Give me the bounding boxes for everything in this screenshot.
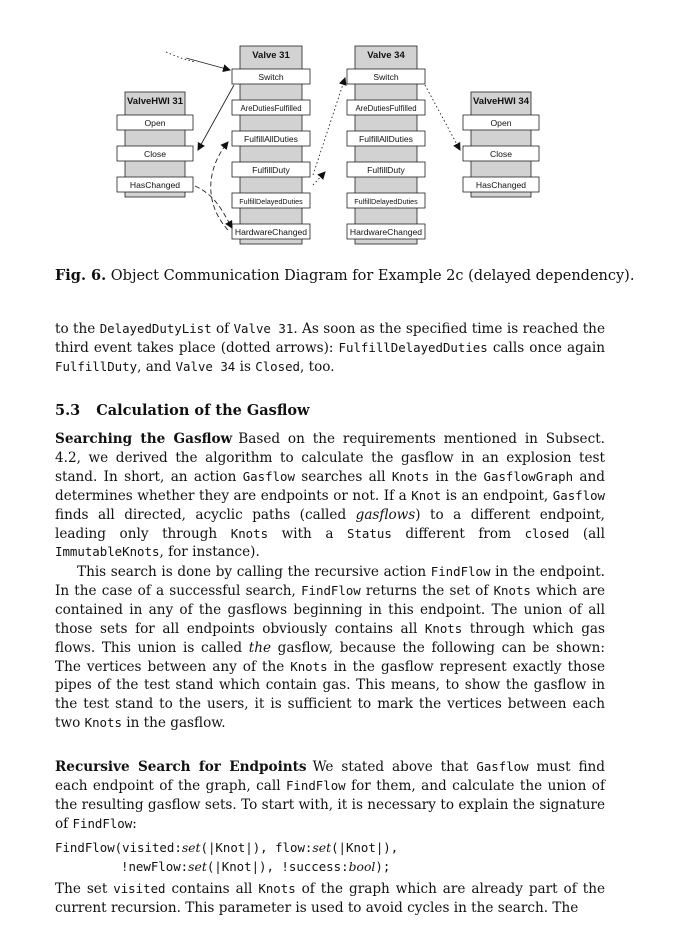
- method-label: HardwareChanged: [349, 226, 423, 237]
- arrow-solid-to-switch: [186, 58, 230, 70]
- object-title: ValveHWI 31: [127, 96, 183, 107]
- method-label: HardwareChanged: [234, 226, 308, 237]
- method-label: HasChanged: [129, 179, 181, 190]
- paragraph-5: The set visited contains all Knots of the graph which are already part of the current recursion. This parameter is used to avoid cycles in the search. The: [55, 881, 605, 916]
- code-line-1: FindFlow(visited:set(|Knot|), flow:set(|Knot|),: [55, 840, 399, 855]
- caption-text: Object Communication Diagram for Example 2c (delayed dependency).: [110, 268, 635, 284]
- method-label: FulfillAllDuties: [244, 133, 298, 144]
- method-label: Open: [490, 117, 512, 128]
- arrow-dotted-to-close34: [425, 85, 460, 150]
- arrow-dashed-haschanged: [195, 186, 232, 228]
- method-label: Close: [490, 148, 512, 159]
- object-title: Valve 34: [367, 50, 405, 61]
- arrow-dotted-to-switch34: [313, 78, 345, 175]
- method-label: Close: [144, 148, 166, 159]
- caption-label: Fig. 6.: [55, 267, 107, 284]
- object-title: ValveHWI 34: [473, 96, 529, 107]
- object-valvehwi-34: [463, 92, 539, 197]
- method-label: HasChanged: [475, 179, 527, 190]
- paragraph-1: to the DelayedDutyList of Valve 31. As soon as the specified time is reached the third event takes place (dotted arrows): FulfillDelayedDuties calls once again FulfillDuty, and Valve 34 is Closed, too.: [55, 321, 605, 375]
- figure-caption: [55, 267, 655, 284]
- arrow-solid-to-close: [198, 85, 234, 150]
- section-heading: 5.3 Calculation of the Gasflow: [55, 402, 310, 419]
- paragraph-3: This search is done by calling the recursive action FindFlow in the endpoint. In the case of a successful search, FindFlow returns the set of Knots which are contained in any of the gasflows beginning in this endpoint. The union of all those sets for all endpoints obviously contains all Knots through which gas flows. This union is called the gasflow, because the following can be shown: The vertices between any of the Knots in the gasflow represent exactly those pipes of the test stand which contain gas. This means, to show the gasflow in the test stand to the users, it is sufficient to mark the vertices between each two Knots in the gasflow.: [55, 564, 605, 732]
- paragraph-2: Searching the Gasflow Based on the requirements mentioned in Subsect. 4.2, we derived the algorithm to calculate the gasflow in an explosion test stand. In short, an action Gasflow searches all Knots in the GasflowGraph and determines whether they are endpoints or not. If a Knot is an endpoint, Gasflow finds all directed, acyclic paths (called gasflows) to a different endpoint, leading only through Knots with a Status different from closed (all ImmutableKnots, for instance).: [55, 431, 605, 561]
- code-signature: [55, 838, 398, 876]
- code-line-2: !newFlow:set(|Knot|), !success:bool);: [121, 859, 391, 874]
- method-label: Switch: [258, 71, 284, 82]
- object-communication-diagram: [0, 0, 696, 250]
- method-label: Open: [144, 117, 166, 128]
- object-valve-31: [232, 46, 310, 244]
- object-valvehwi-31: [117, 92, 193, 197]
- object-title: Valve 31: [252, 50, 290, 61]
- method-label: AreDutiesFulfilled: [355, 103, 417, 113]
- method-label: FulfillDelayedDuties: [239, 196, 303, 206]
- arrow-dotted-fulfillduty: [313, 172, 325, 185]
- method-label: FulfillDuty: [252, 164, 290, 175]
- paragraph-4: Recursive Search for Endpoints We stated above that Gasflow must find each endpoint of the graph, call FindFlow for them, and calculate the union of the resulting gasflow sets. To start with, it is necessary to explain the signature of FindFlow:: [55, 759, 606, 832]
- arrow-dotted-in: [166, 52, 196, 62]
- method-label: Switch: [373, 71, 399, 82]
- method-label: FulfillDelayedDuties: [354, 196, 418, 206]
- method-label: AreDutiesFulfilled: [240, 103, 302, 113]
- method-label: FulfillDuty: [367, 164, 405, 175]
- object-valve-34: [347, 46, 425, 244]
- method-label: FulfillAllDuties: [359, 133, 413, 144]
